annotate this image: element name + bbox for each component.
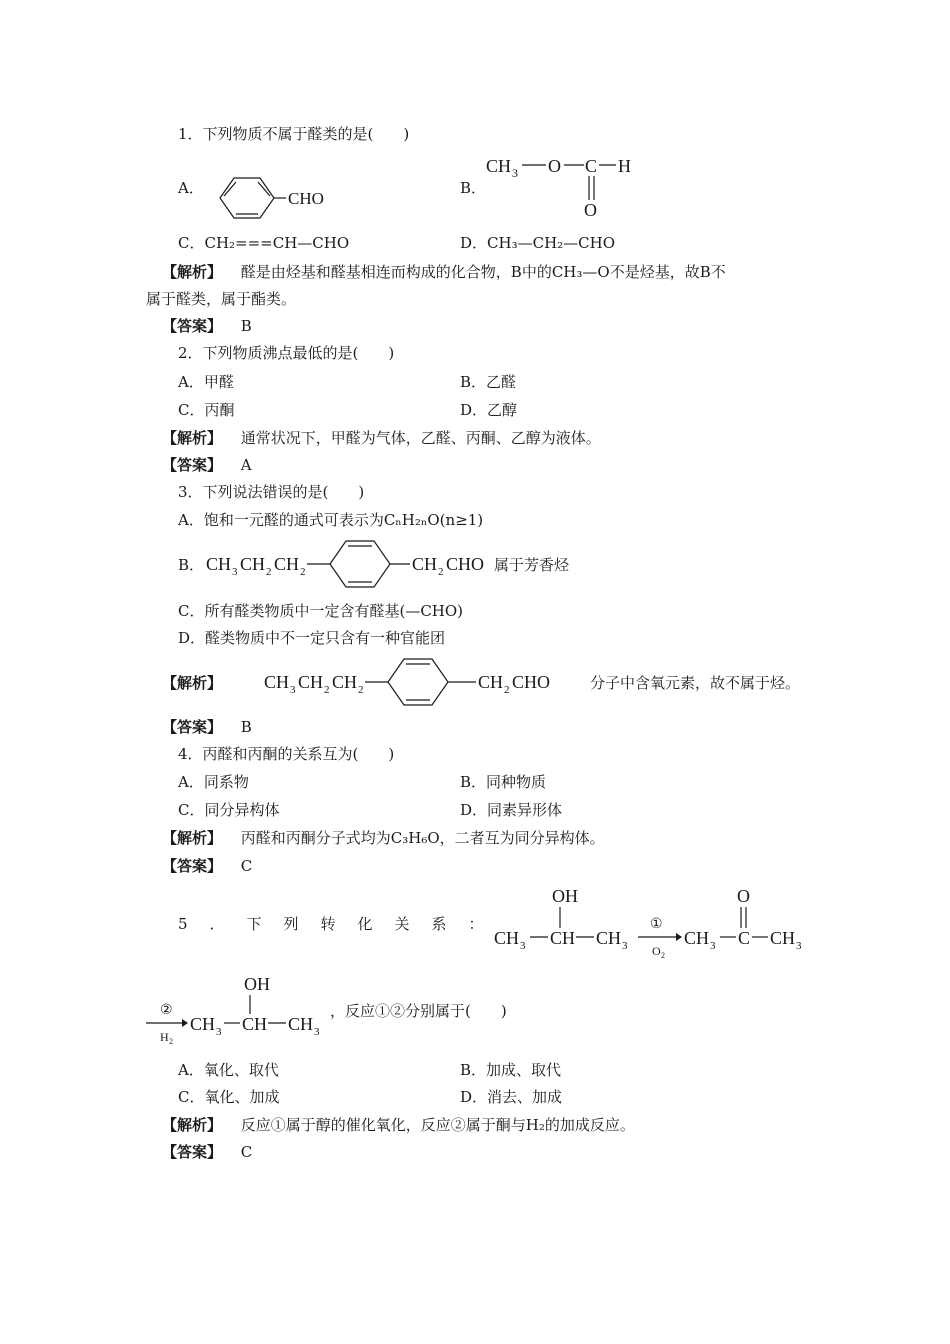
q3-b-right-cho: CHO (446, 554, 485, 574)
q5-reaction-part2 (144, 970, 344, 1050)
q5-answer-value: C (240, 1143, 253, 1161)
q5-oh-1: OH (552, 886, 578, 906)
q3-j-3: 3 (290, 684, 296, 696)
q3-jiexi-tag-text: 【解析】 (162, 674, 223, 692)
q2-answer-value: A (240, 456, 252, 474)
benzaldehyde-structure (200, 170, 340, 226)
q2-option-c: C．丙酮 (178, 401, 235, 419)
q5-3-c: 3 (622, 940, 628, 952)
q1-b-c: C (585, 156, 598, 176)
q3-b-ch2b: CH (274, 554, 300, 574)
q2-answer-tag: 【答案】 (162, 456, 223, 474)
q5-o2-sub: 2 (661, 951, 665, 960)
q5-step2: ② (160, 1003, 173, 1018)
q5-3-i: 3 (314, 1026, 320, 1038)
q1-jiexi-tag: 【解析】 (162, 263, 223, 281)
q5-oh-2: OH (244, 974, 270, 994)
q5-step1: ① (650, 917, 663, 932)
q5-answer-tag: 【答案】 (162, 1143, 223, 1161)
q5-ch-c: CH (596, 928, 622, 948)
q3-answer (162, 717, 252, 737)
q5-3-a: 3 (520, 940, 526, 952)
q4-answer-value: C (240, 857, 253, 875)
q4-option-a: A．同系物 (178, 773, 249, 791)
q1-b-dbl-o: O (584, 200, 597, 220)
q5-ch-a: CH (494, 928, 520, 948)
q5-option-d: D．消去、加成 (460, 1088, 563, 1106)
q5-o-ketone: O (737, 886, 750, 906)
q5-3-d: 3 (710, 940, 716, 952)
q5-reaction-part1 (490, 880, 820, 960)
q5-c-e: C (738, 928, 751, 948)
q1-b-o: O (548, 156, 561, 176)
q3-b-3: 3 (232, 566, 238, 578)
q1-answer (162, 316, 252, 336)
q5-stem: 5．下列转化关系： (178, 915, 506, 933)
q5-jiexi-tag: 【解析】 (162, 1116, 223, 1134)
q5-option-b: B．加成、取代 (460, 1061, 562, 1079)
q1-b-h: H (618, 156, 631, 176)
q5-h2-sub: 2 (169, 1037, 173, 1046)
q4-jiexi (162, 828, 605, 848)
q3-j-ch2b: CH (332, 672, 358, 692)
q3-b-ch: CH (206, 554, 232, 574)
q4-jiexi-tag: 【解析】 (162, 829, 223, 847)
q1-option-d: D．CH₃—CH₂—CHO (460, 234, 616, 252)
q3-jiexi-tag (162, 673, 222, 693)
q3-option-c: C．所有醛类物质中一定含有醛基(—CHO) (178, 602, 464, 620)
q5-option-c: C．氧化、加成 (178, 1088, 280, 1106)
q3-stem: 3．下列说法错误的是( ) (178, 483, 365, 501)
q2-jiexi-text: 通常状况下，甲醛为气体，乙醛、丙酮、乙醇为液体。 (240, 429, 601, 447)
q3-j-ch: CH (264, 672, 290, 692)
q1-answer-tag: 【答案】 (162, 317, 223, 335)
q3-b-ch2a: CH (240, 554, 266, 574)
q1-jiexi-text: 醛是由烃基和醛基相连而构成的化合物，B中的CH₃—O不是烃基，故B不 (240, 263, 726, 281)
q3-b-2a: 2 (266, 566, 272, 578)
q5-stem-suffix: ，反应①②分别属于( ) (330, 1002, 507, 1020)
methyl-formate-structure (484, 150, 644, 226)
q3-j-right-ch: CH (478, 672, 504, 692)
q2-option-d: D．乙醇 (460, 401, 518, 419)
q4-answer (162, 856, 252, 876)
q4-option-b: B．同种物质 (460, 773, 547, 791)
q1-option-b-label: B． (460, 179, 487, 197)
q1-cho-text: CHO (288, 189, 324, 208)
q5-ch-h: CH (242, 1014, 268, 1034)
q5-ch-b: CH (550, 928, 576, 948)
q1-option-c: C．CH₂===CH—CHO (178, 234, 350, 252)
q2-stem: 2．下列物质沸点最低的是( ) (178, 344, 395, 362)
q3-option-a: A．饱和一元醛的通式可表示为CₙH₂ₙO(n≥1) (178, 511, 484, 529)
q5-3-f: 3 (796, 940, 802, 952)
q2-option-b: B．乙醛 (460, 373, 517, 391)
q3-answer-value: B (240, 718, 252, 736)
q5-o2-o: O (652, 944, 661, 958)
q1-b-3: 3 (512, 166, 518, 180)
q1-b-ch: CH (486, 156, 512, 176)
q1-jiexi-line1 (162, 262, 726, 282)
q5-ch-d: CH (684, 928, 710, 948)
q3-structure-jiexi (262, 655, 592, 709)
q5-jiexi-text: 反应①属于醇的催化氧化，反应②属于酮与H₂的加成反应。 (240, 1116, 635, 1134)
q5-ch-g: CH (190, 1014, 216, 1034)
q2-jiexi (162, 428, 601, 448)
q3-option-d: D．醛类物质中不一定只含有一种官能团 (178, 629, 446, 647)
q2-answer (162, 455, 252, 475)
q4-option-d: D．同素异形体 (460, 801, 563, 819)
q3-j-ch2a: CH (298, 672, 324, 692)
q5-h2-h: H (160, 1030, 169, 1044)
q3-j-right-cho: CHO (512, 672, 551, 692)
q4-option-c: C．同分异构体 (178, 801, 280, 819)
q3-j-2b: 2 (358, 684, 364, 696)
q5-ch-i: CH (288, 1014, 314, 1034)
q4-jiexi-text: 丙醛和丙酮分子式均为C₃H₆O，二者互为同分异构体。 (240, 829, 605, 847)
q3-jiexi-suffix: 分子中含氧元素，故不属于烃。 (590, 674, 801, 692)
q3-j-2a: 2 (324, 684, 330, 696)
q3-option-b-suffix: 属于芳香烃 (494, 556, 570, 574)
q5-ch-f: CH (770, 928, 796, 948)
q3-j-right-2: 2 (504, 684, 510, 696)
q3-answer-tag: 【答案】 (162, 718, 223, 736)
q2-option-a: A．甲醛 (178, 373, 234, 391)
q5-answer (162, 1142, 252, 1162)
q1-jiexi-line2: 属于醛类，属于酯类。 (146, 290, 297, 308)
q1-option-a-label: A． (178, 179, 204, 197)
q4-stem: 4．丙醛和丙酮的关系互为( ) (178, 745, 395, 763)
q2-jiexi-tag: 【解析】 (162, 429, 223, 447)
q3-b-right-ch: CH (412, 554, 438, 574)
q5-jiexi (162, 1115, 635, 1135)
q5-option-a: A．氧化、取代 (178, 1061, 279, 1079)
q3-b-right-2: 2 (438, 566, 444, 578)
q1-answer-value: B (240, 317, 252, 335)
q1-stem: 1．下列物质不属于醛类的是( ) (178, 125, 410, 143)
q3-b-2b: 2 (300, 566, 306, 578)
q3-option-b-label: B． (178, 556, 205, 574)
q4-answer-tag: 【答案】 (162, 857, 223, 875)
q5-3-g: 3 (216, 1026, 222, 1038)
